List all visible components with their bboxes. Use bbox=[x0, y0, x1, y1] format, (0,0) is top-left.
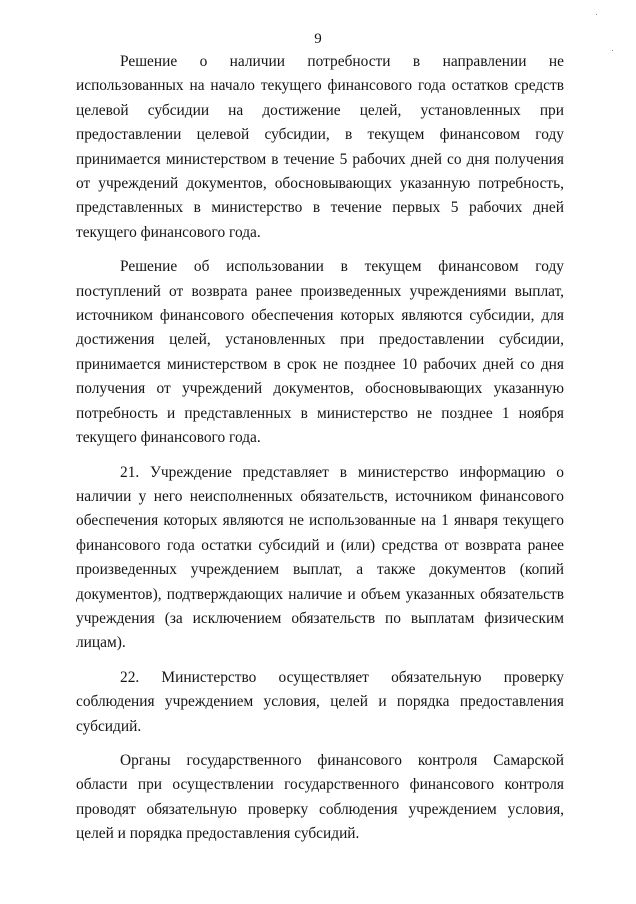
scan-speck bbox=[612, 50, 613, 51]
document-body bbox=[76, 50, 564, 857]
paragraph-clause-21: 21. Учреждение представляет в министерство информацию о наличии у него неисполненных обязательств, источником финансового обеспечения которых являются не использованные на 1 января текущего финансового года остатки субсидий и (или) средства от возврата ранее произведенных учреждением выплат, а также документов (копий документов), подтверждающих наличие и объем указанных обязательств учреждения (за исключением обязательств по выплатам физическим лицам). bbox=[76, 463, 564, 652]
scan-speck bbox=[596, 14, 597, 15]
paragraph-refund-receipts-decision: Решение об использовании в текущем финансовом году поступлений от возврата ранее произведенных учреждениями выплат, источником финансового обеспечения которых являются субсидии, для достижения целей, установленных при предоставлении субсидии, принимается министерством в срок не позднее 10 рабочих дней со дня получения от учреждений документов, обосновывающих указанную потребность и представленных в министерство не позднее 1 ноября текущего финансового года. bbox=[76, 258, 564, 447]
paragraph-clause-22: 22. Министерство осуществляет обязательную проверку соблюдения учреждением условия, целей и порядка предоставления субсидий. bbox=[76, 668, 564, 735]
page-number: 9 bbox=[314, 31, 322, 47]
paragraph-unused-balances-decision: Решение о наличии потребности в направлении не использованных на начало текущего финансового года остатков средств целевой субсидии на достижение целей, установленных при предоставлении целевой субсидии, в текущем финансовом году принимается министерством в течение 5 рабочих дней со дня получения от учреждений документов, обосновывающих указанную потребность, представленных в министерство в течение первых 5 рабочих дней текущего финансового года. bbox=[76, 53, 564, 241]
paragraph-financial-control: Органы государственного финансового контроля Самарской области при осуществлении государственного финансового контроля проводят обязательную проверку соблюдения учреждением условия, целей и порядка предоставления субсидий. bbox=[76, 751, 564, 843]
